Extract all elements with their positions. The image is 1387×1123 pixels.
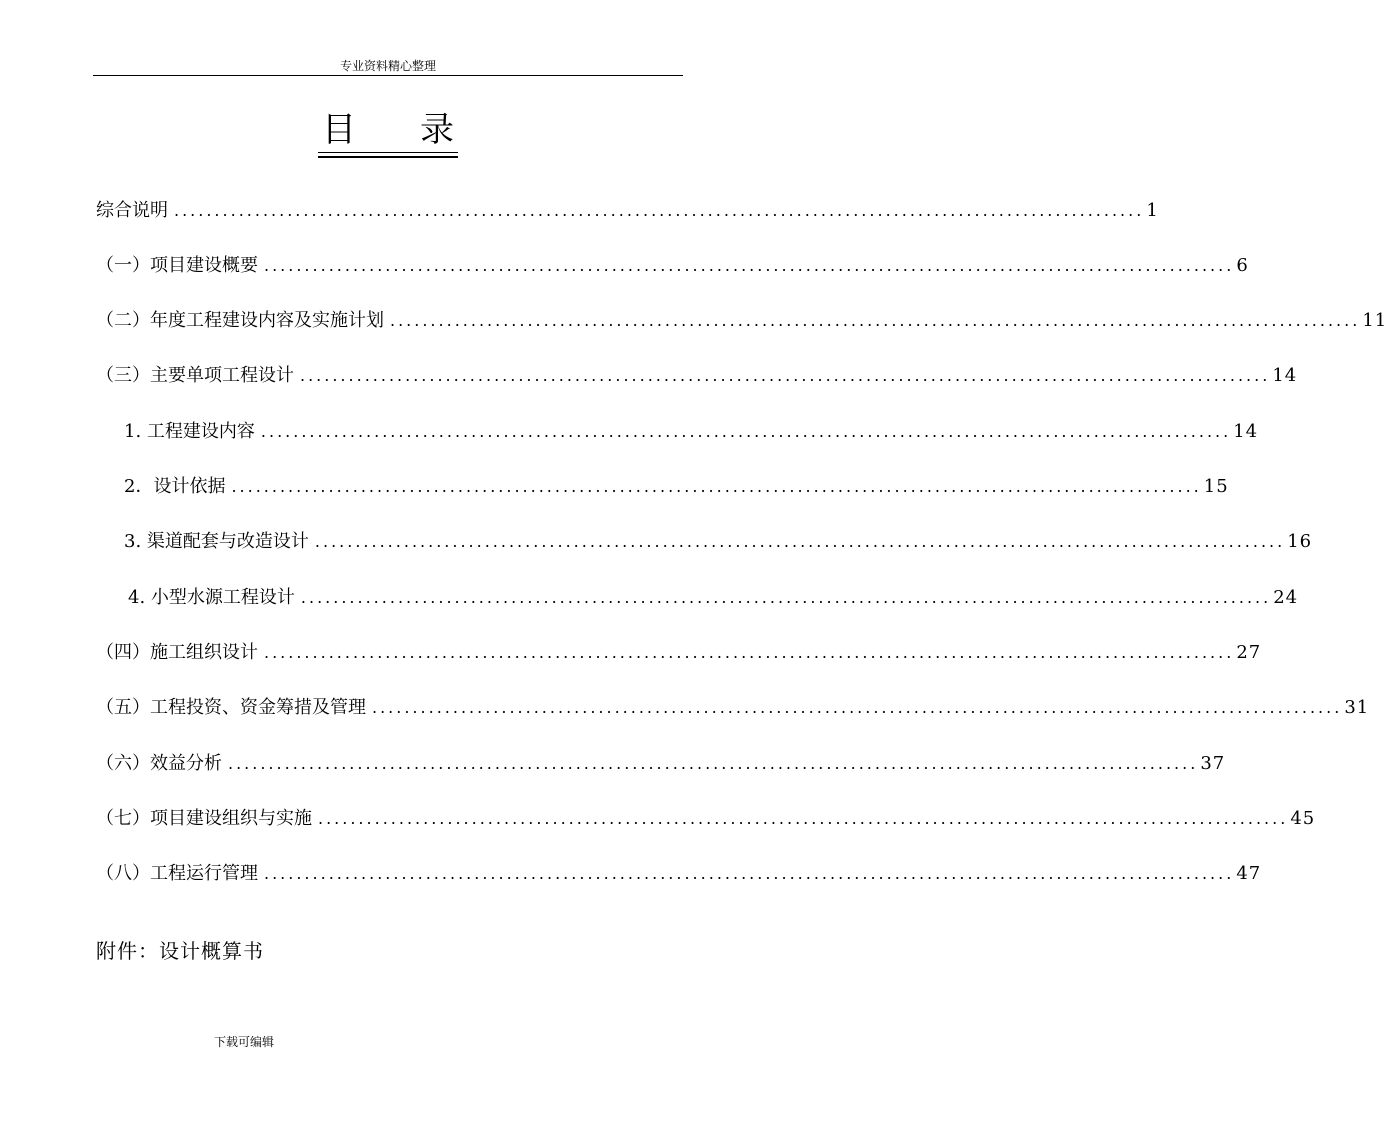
toc-entry-section-6[interactable]: [96, 751, 1226, 777]
toc-dot-leader: ........................................................................................................................: [314, 532, 1286, 551]
toc-entry-subsection-3[interactable]: [124, 529, 1313, 555]
toc-entry-subsection-4[interactable]: [128, 585, 1299, 611]
toc-entry-subsection-1[interactable]: [124, 419, 1259, 445]
appendix-line: [96, 937, 264, 965]
toc-entry-page: 16: [1287, 531, 1313, 552]
toc-dot-leader: ........................................................................................................................: [300, 588, 1272, 607]
page-footer: [214, 1034, 274, 1050]
toc-dot-leader: ........................................................................................................................: [264, 256, 1235, 275]
toc-entry-page: 45: [1290, 808, 1316, 829]
toc-dot-leader: ........................................................................................................................: [231, 477, 1202, 496]
toc-entry-label: （八）工程运行管理: [96, 863, 258, 884]
toc-entry-label: （五）工程投资、资金筹措及管理: [96, 697, 366, 718]
toc-entry-section-5[interactable]: [96, 695, 1370, 721]
toc-entry-page: 1: [1146, 200, 1159, 221]
toc-dot-leader: ........................................................................................................................: [372, 698, 1343, 717]
toc-entry-label: 1. 工程建设内容: [124, 421, 255, 442]
toc-entry-label: （七）项目建设组织与实施: [96, 808, 312, 829]
title-char-2: 录: [420, 110, 454, 150]
toc-entry-label: （六）效益分析: [96, 753, 222, 774]
toc-dot-leader: ........................................................................................................................: [318, 809, 1289, 828]
toc-entry-label: （一）项目建设概要: [96, 255, 258, 276]
toc-entry-label: （三）主要单项工程设计: [96, 365, 294, 386]
toc-entry-page: 11: [1362, 310, 1387, 331]
toc-dot-leader: ........................................................................................................................: [174, 201, 1145, 220]
toc-entry-label: 综合说明: [96, 200, 168, 221]
toc-entry-page: 27: [1236, 642, 1262, 663]
toc-dot-leader: ........................................................................................................................: [300, 366, 1271, 385]
toc-dot-leader: ........................................................................................................................: [264, 864, 1235, 883]
toc-dot-leader: ........................................................................................................................: [390, 311, 1361, 330]
toc-entry-page: 47: [1236, 863, 1262, 884]
toc-entry-label: 2．设计依据: [124, 476, 226, 497]
toc-entry-label: （二）年度工程建设内容及实施计划: [96, 310, 384, 331]
toc-entry-label: （四）施工组织设计: [96, 642, 258, 663]
toc-entry-label: 3. 渠道配套与改造设计: [124, 531, 309, 552]
toc-entry-page: 15: [1203, 476, 1229, 497]
appendix-text: 附件：设计概算书: [96, 939, 264, 963]
toc-entry-page: 14: [1233, 421, 1259, 442]
toc-entry-subsection-2[interactable]: [124, 474, 1229, 500]
toc-entry-section-4[interactable]: [96, 640, 1262, 666]
toc-dot-leader: ........................................................................................................................: [228, 754, 1199, 773]
toc-entry-section-2[interactable]: [96, 308, 1387, 334]
toc-entry-label: 4. 小型水源工程设计: [128, 587, 295, 608]
toc-entry-section-8[interactable]: [96, 861, 1262, 887]
page-header-text: 专业资料精心整理: [339, 59, 436, 73]
title-char-1: 目: [322, 110, 356, 150]
toc-entry-page: 14: [1272, 365, 1298, 386]
toc-dot-leader: ........................................................................................................................: [264, 643, 1235, 662]
toc-entry-page: 24: [1273, 587, 1299, 608]
toc-entry-summary[interactable]: [96, 198, 1159, 224]
toc-entry-section-1[interactable]: [96, 253, 1249, 279]
toc-dot-leader: ........................................................................................................................: [260, 422, 1232, 441]
page-footer-text: 下载可编辑: [214, 1035, 275, 1049]
toc-entry-page: 37: [1200, 753, 1226, 774]
toc-entry-page: 6: [1236, 255, 1249, 276]
toc-entry-section-3[interactable]: [96, 363, 1298, 389]
toc-entry-page: 31: [1344, 697, 1370, 718]
toc-entry-section-7[interactable]: [96, 806, 1316, 832]
